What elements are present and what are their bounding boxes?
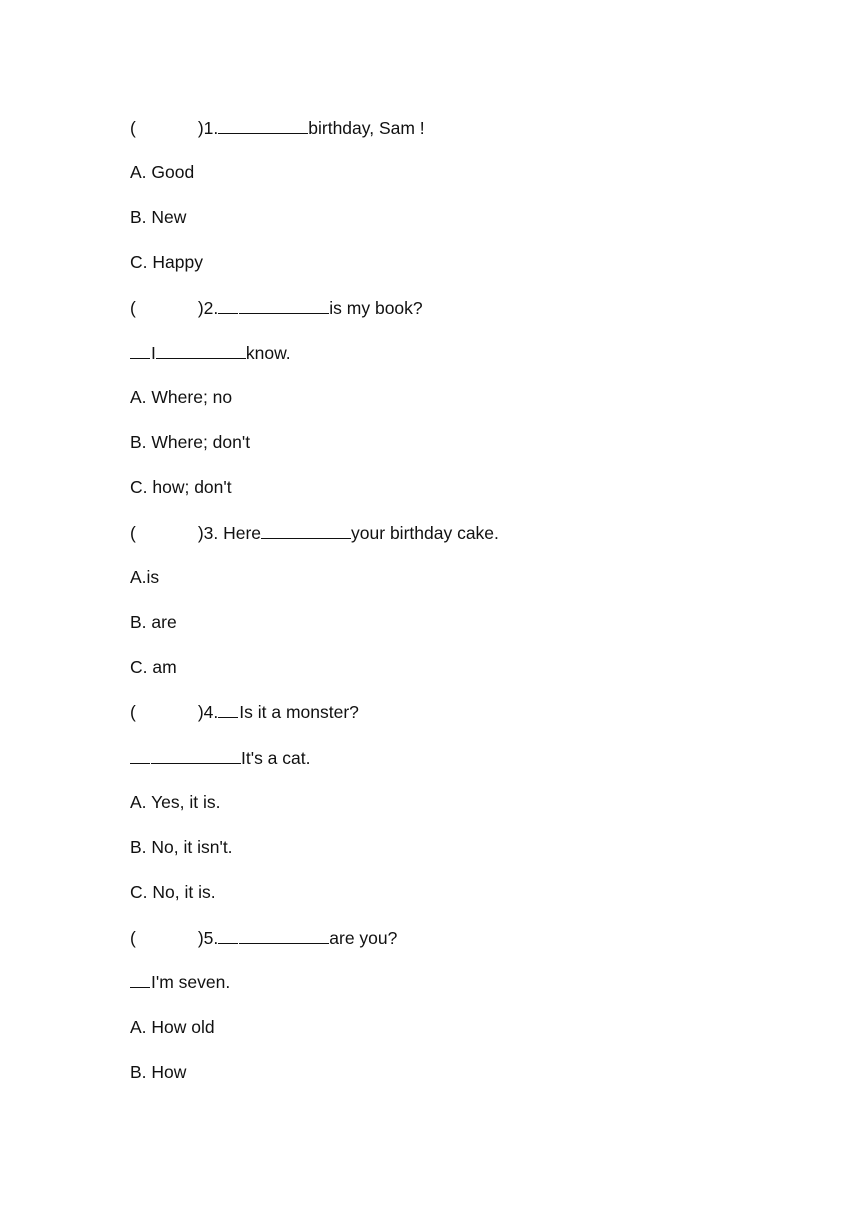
option-5b: B. How	[130, 1062, 187, 1082]
question-1	[130, 115, 425, 139]
reply-text: It's a cat.	[241, 748, 311, 768]
answer-blank	[218, 115, 308, 134]
option-1a: A. Good	[130, 162, 195, 182]
reply-prefix: I	[151, 343, 156, 363]
answer-blank	[239, 925, 329, 944]
answer-blank	[151, 745, 241, 764]
open-paren: (	[130, 702, 136, 722]
dialogue-dash	[130, 347, 150, 359]
dialogue-dash	[130, 752, 150, 764]
answer-blank	[261, 520, 351, 539]
option-3b: B. are	[130, 612, 177, 632]
question-2-reply	[130, 340, 291, 364]
option-5a: A. How old	[130, 1017, 215, 1037]
question-5	[130, 925, 397, 949]
question-number: )3. Here	[197, 523, 262, 543]
question-text: Is it a monster?	[239, 702, 359, 722]
question-4	[130, 700, 359, 724]
dialogue-dash	[218, 706, 238, 718]
question-number: )1.	[197, 118, 219, 138]
question-text: birthday, Sam !	[308, 118, 425, 138]
reply-text: know.	[245, 343, 291, 363]
option-4b: B. No, it isn't.	[130, 837, 233, 857]
question-number: )5.	[197, 928, 219, 948]
open-paren: (	[130, 118, 136, 138]
option-1b: B. New	[130, 207, 187, 227]
option-4a: A. Yes, it is.	[130, 792, 221, 812]
answer-blank	[239, 295, 329, 314]
answer-blank	[156, 340, 246, 359]
option-1c: C. Happy	[130, 252, 203, 272]
question-3	[130, 520, 499, 544]
question-5-reply	[130, 970, 230, 994]
question-number: )2.	[197, 298, 219, 318]
question-text: is my book?	[329, 298, 423, 318]
option-3c: C. am	[130, 657, 177, 677]
question-text: are you?	[329, 928, 398, 948]
option-2a: A. Where; no	[130, 387, 233, 407]
option-3a: A.is	[130, 567, 160, 587]
dialogue-dash	[218, 302, 238, 314]
option-2c: C. how; don't	[130, 477, 232, 497]
question-text: your birthday cake.	[351, 523, 499, 543]
dialogue-dash	[130, 976, 150, 988]
open-paren: (	[130, 928, 136, 948]
option-2b: B. Where; don't	[130, 432, 251, 452]
open-paren: (	[130, 298, 136, 318]
question-number: )4.	[197, 702, 219, 722]
option-4c: C. No, it is.	[130, 882, 216, 902]
dialogue-dash	[218, 932, 238, 944]
question-4-reply	[130, 745, 310, 769]
open-paren: (	[130, 523, 136, 543]
question-2	[130, 295, 423, 319]
reply-text: I'm seven.	[151, 972, 231, 992]
